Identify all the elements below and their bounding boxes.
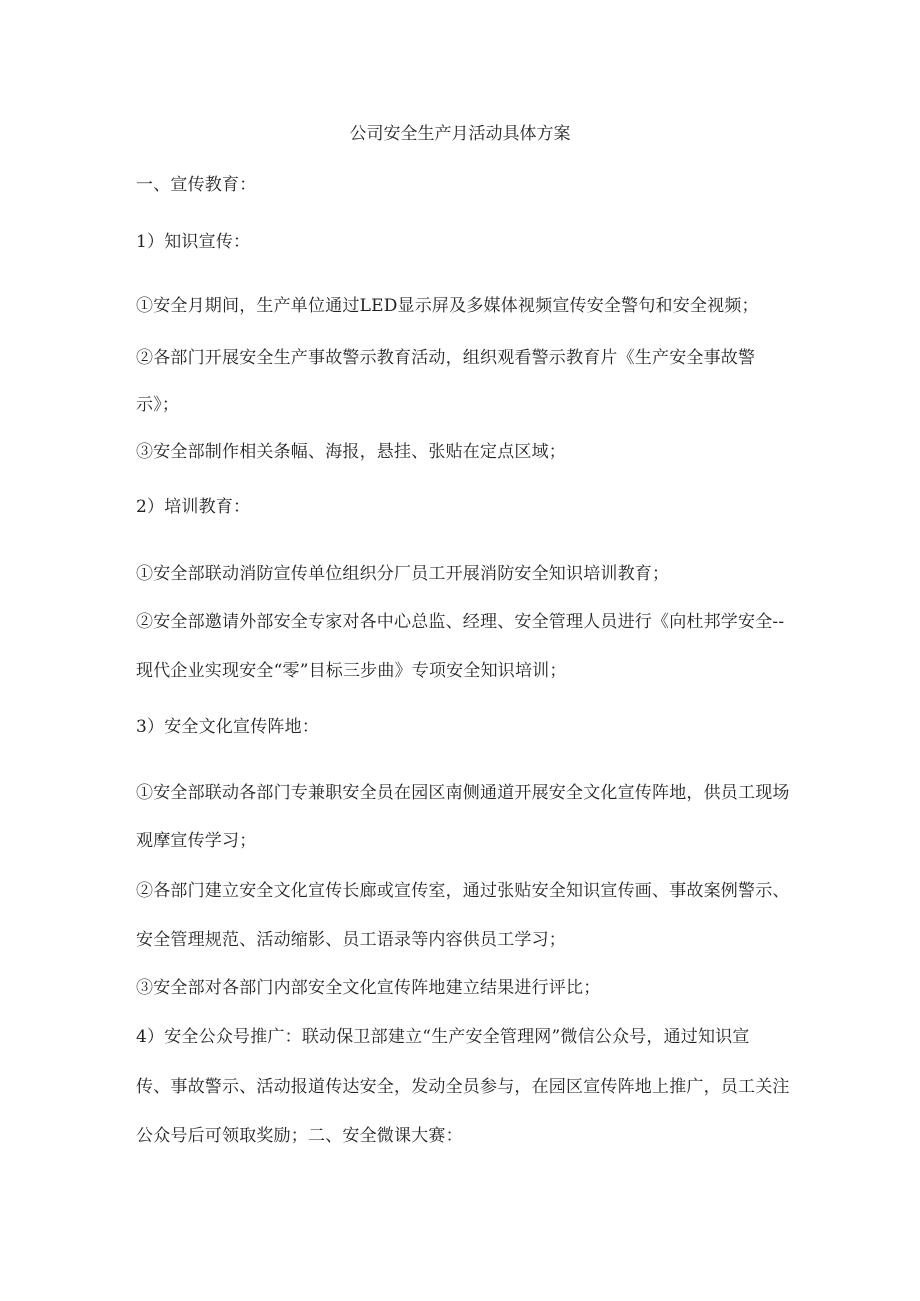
paragraph-line: ②安全部邀请外部安全专家对各中心总监、经理、安全管理人员进行《向杜邦学安全-- — [136, 612, 785, 632]
section-heading-publicity-education: 一、宣传教育： — [136, 175, 257, 195]
paragraph-line: ②各部门建立安全文化宣传长廊或宣传室，通过张贴安全知识宣传画、事故案例警示、 — [136, 881, 790, 901]
document-title: 公司安全生产月活动具体方案 — [349, 124, 571, 144]
paragraph-line: 传、事故警示、活动报道传达安全，发动全员参与，在园区宣传阵地上推广，员工关注 — [136, 1077, 790, 1097]
paragraph-line: ①安全部联动各部门专兼职安全员在园区南侧通道开展安全文化宣传阵地，供员工现场 — [136, 783, 790, 803]
subheading-knowledge-publicity: 1）知识宣传： — [136, 232, 251, 252]
paragraph-line: 4）安全公众号推广：联动保卫部建立“生产安全管理网”微信公众号，通过知识宣 — [136, 1027, 750, 1047]
paragraph-line: ①安全月期间，生产单位通过LED显示屏及多媒体视频宣传安全警句和安全视频； — [136, 296, 759, 316]
paragraph-line: ②各部门开展安全生产事故警示教育活动，组织观看警示教育片《生产安全事故警 — [136, 348, 756, 368]
paragraph-line: ①安全部联动消防宣传单位组织分厂员工开展消防安全知识培训教育； — [136, 564, 670, 584]
paragraph-line: 公众号后可领取奖励；二、安全微课大赛： — [136, 1126, 463, 1146]
paragraph-line: 安全管理规范、活动缩影、员工语录等内容供员工学习； — [136, 930, 566, 950]
paragraph-line: 示》； — [136, 395, 180, 415]
paragraph-line: 观摩宣传学习； — [136, 831, 257, 851]
subheading-safety-culture: 3）安全文化宣传阵地： — [136, 717, 320, 737]
paragraph-line: ③安全部制作相关条幅、海报，悬挂、张贴在定点区域； — [136, 442, 566, 462]
paragraph-line: 现代企业实现安全“零”目标三步曲》专项安全知识培训； — [136, 661, 567, 681]
paragraph-line: ③安全部对各部门内部安全文化宣传阵地建立结果进行评比； — [136, 978, 601, 998]
subheading-training-education: 2）培训教育： — [136, 497, 251, 517]
